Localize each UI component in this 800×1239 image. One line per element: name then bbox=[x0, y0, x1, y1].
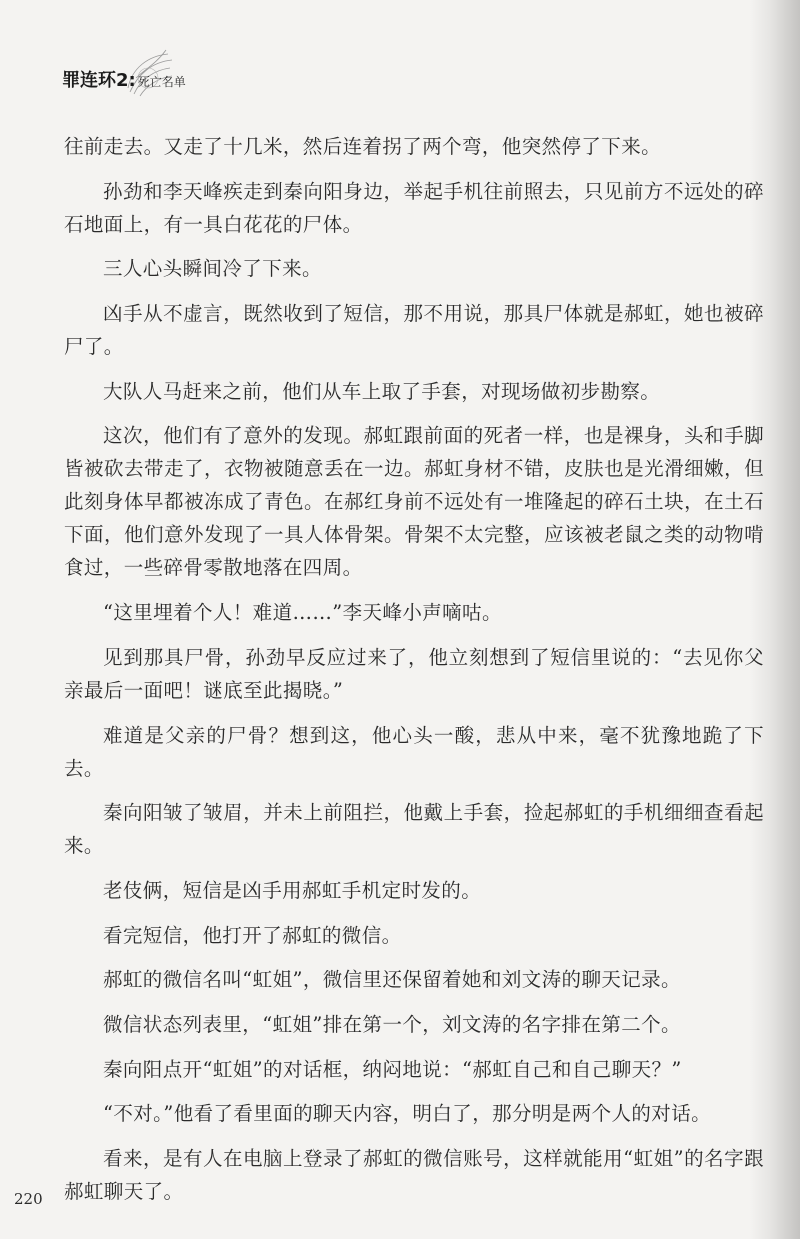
book-logo bbox=[62, 66, 186, 92]
paragraph: 孙劲和李天峰疾走到秦向阳身边，举起手机往前照去，只见前方不远处的碎石地面上，有一具白花花的尸体。 bbox=[64, 179, 764, 236]
paragraph: 秦向阳皱了皱眉，并未上前阻拦，他戴上手套，捡起郝虹的手机细细查看起来。 bbox=[64, 801, 764, 858]
paragraph: 大队人马赶来之前，他们从车上取了手套，对现场做初步勘察。 bbox=[103, 379, 661, 403]
paragraph: 郝虹的微信名叫“虹姐”，微信里还保留着她和刘文涛的聊天记录。 bbox=[103, 968, 681, 992]
paragraph: “不对。”他看了看里面的聊天内容，明白了，那分明是两个人的对话。 bbox=[103, 1102, 711, 1126]
book-subtitle: 死亡名单 bbox=[137, 75, 186, 89]
paragraph: 三人心头瞬间冷了下来。 bbox=[103, 257, 322, 281]
paragraph: “这里埋着个人！难道……”李天峰小声嘀咕。 bbox=[103, 601, 502, 625]
running-header bbox=[62, 52, 186, 92]
paragraph: 微信状态列表里，“虹姐”排在第一个，刘文涛的名字排在第二个。 bbox=[103, 1012, 681, 1036]
paragraph: 难道是父亲的尸骨？想到这，他心头一酸，悲从中来，毫不犹豫地跪了下去。 bbox=[64, 723, 764, 780]
paragraph: 老伎俩，短信是凶手用郝虹手机定时发的。 bbox=[103, 878, 482, 902]
body-text bbox=[64, 130, 764, 1220]
paragraph: 秦向阳点开“虹姐”的对话框，纳闷地说：“郝虹自己和自己聊天？” bbox=[103, 1057, 682, 1081]
paragraph: 凶手从不虚言，既然收到了短信，那不用说，那具尸体就是郝虹，她也被碎尸了。 bbox=[64, 302, 764, 359]
paragraph: 往前走去。又走了十几米，然后连着拐了两个弯，他突然停了下来。 bbox=[64, 135, 662, 158]
book-title: 罪连环2: bbox=[62, 70, 136, 91]
page-number: 220 bbox=[14, 1190, 43, 1208]
paragraph: 见到那具尸骨，孙劲早反应过来了，他立刻想到了短信里说的：“去见你父亲最后一面吧！谜底至此揭晓。” bbox=[64, 645, 764, 702]
paragraph: 看来，是有人在电脑上登录了郝虹的微信账号，这样就能用“虹姐”的名字跟郝虹聊天了。 bbox=[64, 1147, 764, 1203]
paragraph: 这次，他们有了意外的发现。郝虹跟前面的死者一样，也是裸身，头和手脚皆被砍去带走了，衣物被随意丢在一边。郝虹身材不错，皮肤也是光滑细嫩，但此刻身体早都被冻成了青色。在郝红身前不远处有一堆隆起的碎石土块，在土石下面，他们意外发现了一具人体骨架。骨架不太完整，应该被老鼠之类的动物啃食过，一些碎骨零散地落在四周。 bbox=[64, 424, 764, 580]
paragraph: 看完短信，他打开了郝虹的微信。 bbox=[103, 923, 402, 947]
